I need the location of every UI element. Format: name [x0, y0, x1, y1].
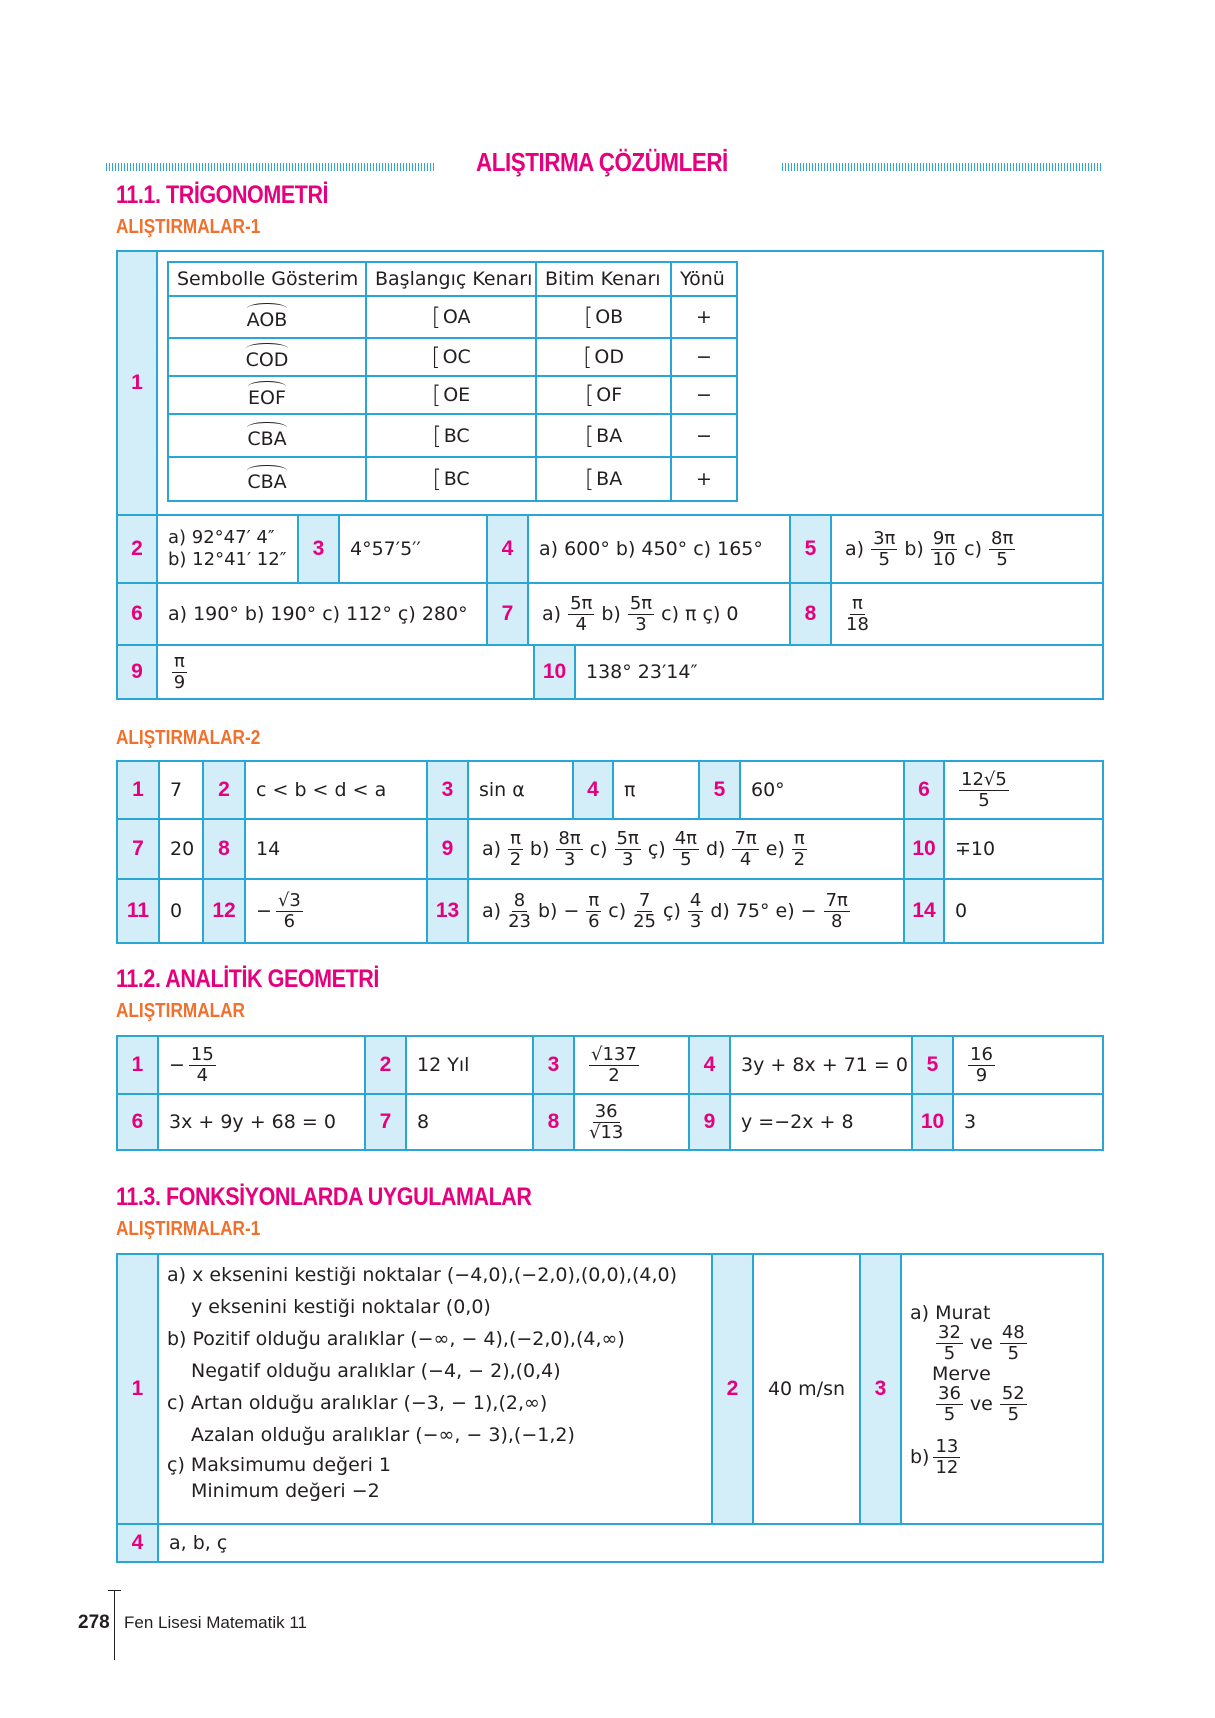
table-row-direction: + [670, 295, 738, 339]
question-number: 3 [859, 1253, 902, 1525]
answer-cell-q9 [156, 644, 535, 700]
question-number: 10 [903, 818, 945, 880]
answer-cell-q4: a, b, ç [157, 1523, 1104, 1563]
answer-cell-q4: a) 600° b) 450° c) 165° [527, 514, 791, 584]
fraction: $\frac{\pi}{18}$ [846, 592, 869, 635]
answer-cell-q4: π [612, 760, 700, 820]
table-row-start: [ BC [365, 413, 537, 458]
table-row-angle: EOF [167, 375, 367, 415]
answer-cell-q3: a) Murat $\frac{32}{5}$ ve $\frac{48}{5}$ Merve $\frac{36}{5}$ ve $\frac{52}{5}$ b) $\frac{13}{12}$ [900, 1253, 1104, 1525]
answer-cell-q12: − $\frac{√3}{6}$ [244, 878, 428, 944]
table-row-direction: − [670, 337, 738, 377]
table-header: Sembolle Gösterim [167, 261, 367, 297]
question-number: 6 [116, 582, 158, 646]
answer-cell-q13: a) $\frac{8}{23}$ b) − $\frac{\pi}{6}$ c) $\frac{7}{25}$ ç) $\frac{4}{3}$ d) 75° e) − $\frac{7\pi}{8}$ [467, 878, 905, 944]
table-row-end: [ BA [535, 413, 672, 458]
question-number: 10 [533, 644, 576, 700]
question-number: 8 [532, 1093, 575, 1151]
table-row-angle: AOB [167, 295, 367, 339]
table-row-angle: CBA [167, 413, 367, 458]
fraction: $\frac{12√5}{5}$ [961, 768, 1007, 811]
answer-cell-q6: 3x + 9y + 68 = 0 [157, 1093, 366, 1151]
question-number: 4 [572, 760, 614, 820]
decorative-dots-left [106, 163, 436, 171]
table-row-start: [ OE [365, 375, 537, 415]
footer-divider [114, 1590, 115, 1660]
question-number: 1 [116, 760, 160, 820]
question-number: 14 [903, 878, 945, 944]
question-number: 10 [911, 1093, 954, 1151]
answer-cell-q7: a) $\frac{5\pi}{4}$ b) $\frac{5\pi}{3}$ c) π ç) 0 [527, 582, 791, 646]
question-number: 5 [789, 514, 832, 584]
answer-cell-q8 [830, 582, 1104, 646]
table-row-direction: − [670, 375, 738, 415]
question-number: 7 [116, 818, 160, 880]
question-number: 9 [426, 818, 469, 880]
question-number: 6 [903, 760, 945, 820]
fraction: $\frac{5\pi}{4}$ [570, 592, 593, 635]
subsection-title: ALIŞTIRMALAR-2 [116, 727, 261, 749]
fraction: $\frac{9\pi}{10}$ [932, 527, 956, 570]
answer-cell-q1: 7 [158, 760, 204, 820]
answer-cell-q2: 40 m/sn [752, 1253, 861, 1525]
answer-cell-q9: y =−2x + 8 [729, 1093, 913, 1151]
answer-cell-q14: 0 [943, 878, 1104, 944]
question-number: 4 [486, 514, 529, 584]
table-header: Bitim Kenarı [535, 261, 672, 297]
question-number: 12 [202, 878, 246, 944]
table-row-direction: + [670, 456, 738, 502]
question-number: 1 [116, 1035, 159, 1095]
answer-cell-q7: 8 [405, 1093, 534, 1151]
subsection-title: ALIŞTIRMALAR-1 [116, 216, 261, 238]
answer-cell-q1: a) x eksenini kestiği noktalar (−4,0),(−2,0),(0,0),(4,0) y eksenini kestiği noktalar (0,0) b) Pozitif olduğu aralıklar (−∞, − 4),(−2,0),(4,∞) Negatif olduğu aralıklar (−4, − 2),(0,4) c) Artan olduğu aralıklar (−3, − 1),(2,∞) Azalan olduğu aralıklar (−∞, − 3),(−1,2) ç) Maksimumu değeri 1 Minimum değeri −2 [157, 1253, 713, 1525]
question-number: 7 [486, 582, 529, 646]
question-number: 3 [426, 760, 469, 820]
fraction: $\frac{3\pi}{5}$ [873, 527, 896, 570]
answer-cell-q3: sin α [467, 760, 574, 820]
answer-cell-q8: $\frac{36}{√13}$ [573, 1093, 690, 1151]
answer-cell-q10: 138° 23′14″ [574, 644, 1104, 700]
question-number: 6 [116, 1093, 159, 1151]
page-number: 278 [78, 1612, 110, 1633]
answer-cell-q5: $\frac{16}{9}$ [952, 1035, 1104, 1095]
question-number: 9 [116, 644, 158, 700]
table-row-start: [ BC [365, 456, 537, 502]
question-number: 7 [364, 1093, 407, 1151]
question-number: 3 [532, 1035, 575, 1095]
section-title-function-applications: 11.3. FONKSİYONLARDA UYGULAMALAR [116, 1183, 532, 1211]
fraction: $\frac{5\pi}{3}$ [629, 592, 653, 635]
table-row-end: [ OB [535, 295, 672, 339]
answer-cell-q5: a) $\frac{3\pi}{5}$ b) $\frac{9\pi}{10}$ c) $\frac{8\pi}{5}$ [830, 514, 1104, 584]
question-number: 1 [116, 250, 158, 516]
answer-cell-q6 [943, 760, 1104, 820]
page-title: ALIŞTIRMA ÇÖZÜMLERİ [476, 147, 728, 177]
question-number: 8 [202, 818, 246, 880]
answer-cell-q8: 14 [244, 818, 428, 880]
subsection-title: ALIŞTIRMALAR-1 [116, 1218, 261, 1240]
answer-cell-q4: 3y + 8x + 71 = 0 [729, 1035, 913, 1095]
table-header: Yönü [670, 261, 738, 297]
answer-cell-q5: 60° [739, 760, 905, 820]
table-row-start: [ OA [365, 295, 537, 339]
answer-cell-q1: − $\frac{15}{4}$ [157, 1035, 366, 1095]
answer-cell-q3: $\frac{√137}{2}$ [573, 1035, 690, 1095]
footer-divider-tick [108, 1590, 121, 1591]
question-number: 11 [116, 878, 160, 944]
question-number: 4 [688, 1035, 731, 1095]
answer-cell-q3: 4°57′5′′ [338, 514, 488, 584]
table-header: Başlangıç Kenarı [365, 261, 537, 297]
book-title: Fen Lisesi Matematik 11 [124, 1613, 307, 1632]
subsection-title: ALIŞTIRMALAR [116, 1000, 245, 1022]
question-number: 2 [202, 760, 246, 820]
answer-cell-q10: ∓10 [943, 818, 1104, 880]
answer-cell-q7: 20 [158, 818, 204, 880]
section-title-trigonometry: 11.1. TRİGONOMETRİ [116, 181, 329, 209]
question-number: 5 [698, 760, 741, 820]
answer-cell-q9: a) $\frac{\pi}{2}$ b) $\frac{8\pi}{3}$ c) $\frac{5\pi}{3}$ ç) $\frac{4\pi}{5}$ d) $\frac{7\pi}{4}$ e) $\frac{\pi}{2}$ [467, 818, 905, 880]
question-number: 1 [116, 1253, 159, 1525]
table-row-angle: CBA [167, 456, 367, 502]
table-row-end: [ OD [535, 337, 672, 377]
answer-cell-q11: 0 [158, 878, 204, 944]
question-number: 4 [116, 1523, 159, 1563]
question-number: 9 [688, 1093, 731, 1151]
table-row-start: [ OC [365, 337, 537, 377]
question-number: 13 [426, 878, 469, 944]
question-number: 3 [297, 514, 340, 584]
question-number: 2 [364, 1035, 407, 1095]
answer-cell-q2: a) 92°47′ 4″ b) 12°41′ 12″ [156, 514, 299, 584]
answer-cell-q2: c < b < d < a [244, 760, 428, 820]
table-row-end: [ BA [535, 456, 672, 502]
question-number: 5 [911, 1035, 954, 1095]
question-number: 8 [789, 582, 832, 646]
question-number: 2 [711, 1253, 754, 1525]
decorative-dots-right [782, 163, 1102, 171]
table-row-end: [ OF [535, 375, 672, 415]
answer-cell-q2: 12 Yıl [405, 1035, 534, 1095]
table-row-direction: − [670, 413, 738, 458]
section-title-analytic-geometry: 11.2. ANALİTİK GEOMETRİ [116, 965, 379, 993]
answer-cell-q10: 3 [952, 1093, 1104, 1151]
fraction: $\frac{8\pi}{5}$ [991, 527, 1014, 570]
fraction: $\frac{\pi}{9}$ [173, 650, 186, 693]
table-row-angle: COD [167, 337, 367, 377]
answer-cell-q6: a) 190° b) 190° c) 112° ç) 280° [156, 582, 488, 646]
question-number: 2 [116, 514, 158, 584]
